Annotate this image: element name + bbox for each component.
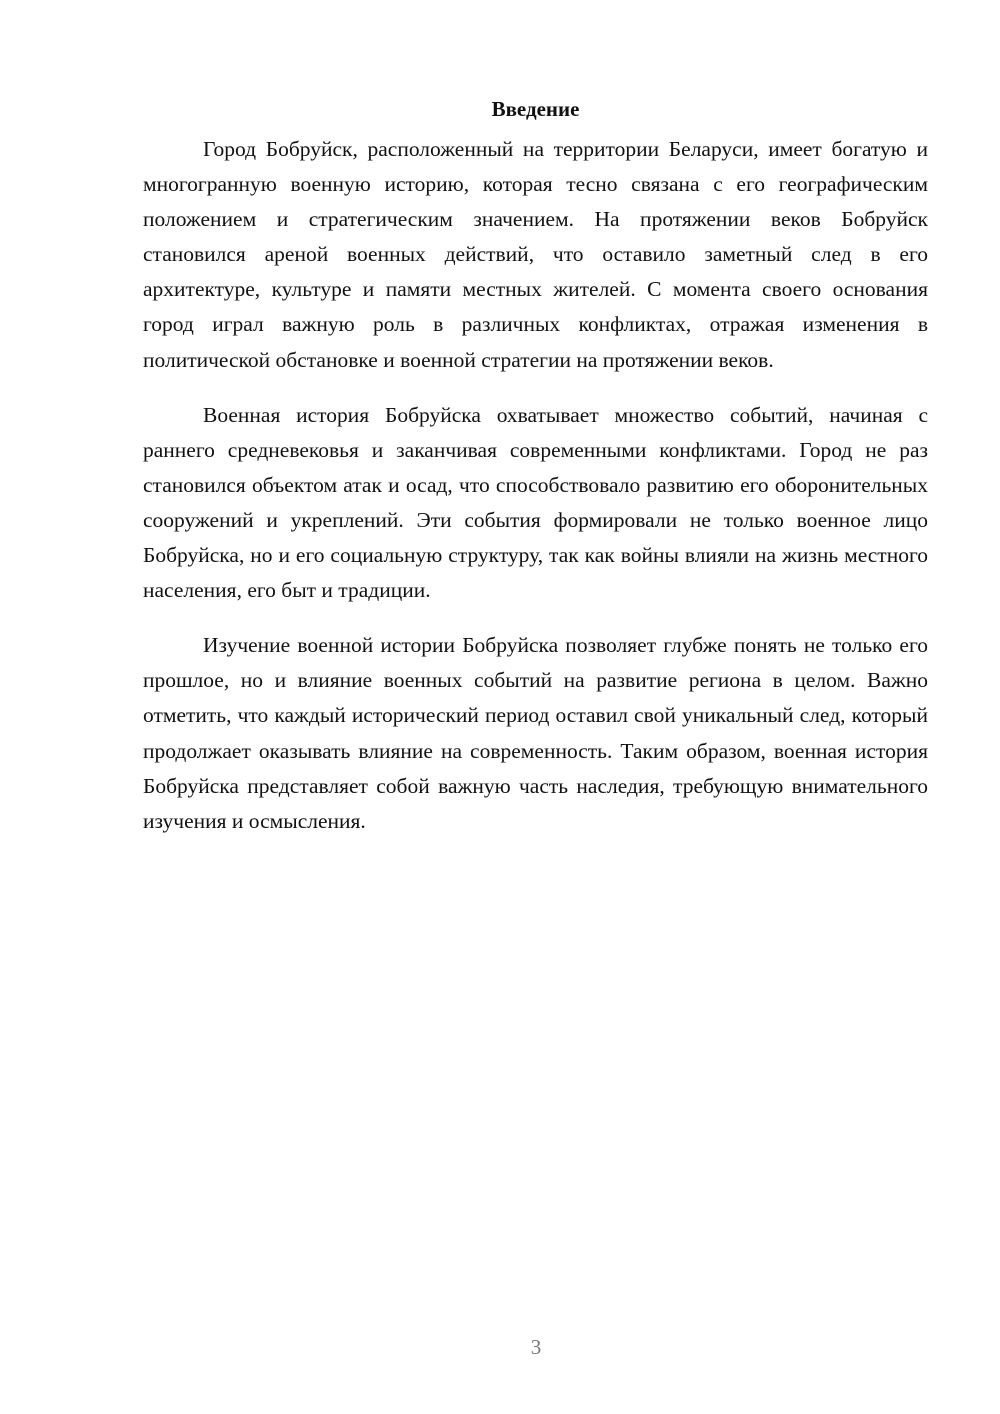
paragraph-3: Изучение военной истории Бобруйска позволяет глубже понять не только его прошлое, но и влияние военных событий на развитие региона в целом. Важно отметить, что каждый исторический период оставил свой уникальный след, который продолжает оказывать влияние на современность. Таким образом, военная история Бобруйска представляет собой важную часть наследия, требующую внимательного изучения и осмысления. <box>143 633 928 833</box>
page-content <box>143 93 928 859</box>
section-heading: Введение <box>491 97 580 121</box>
page-number: 3 <box>530 1335 542 1359</box>
paragraph-1: Город Бобруйск, расположенный на территории Беларуси, имеет богатую и многогранную военную историю, которая тесно связана с его географическим положением и стратегическим значением. На протяжении веков Бобруйск становился ареной военных действий, что оставило заметный след в его архитектуре, культуре и памяти местных жителей. С момента своего основания город играл важную роль в различных конфликтах, отражая изменения в политической обстановке и военной стратегии на протяжении веков. <box>143 137 928 372</box>
paragraph-2: Военная история Бобруйска охватывает множество событий, начиная с раннего средневековья и заканчивая современными конфликтами. Город не раз становился объектом атак и осад, что способствовало развитию его оборонительных сооружений и укреплений. Эти события формировали не только военное лицо Бобруйска, но и его социальную структуру, так как войны влияли на жизнь местного населения, его быт и традиции. <box>143 402 928 603</box>
